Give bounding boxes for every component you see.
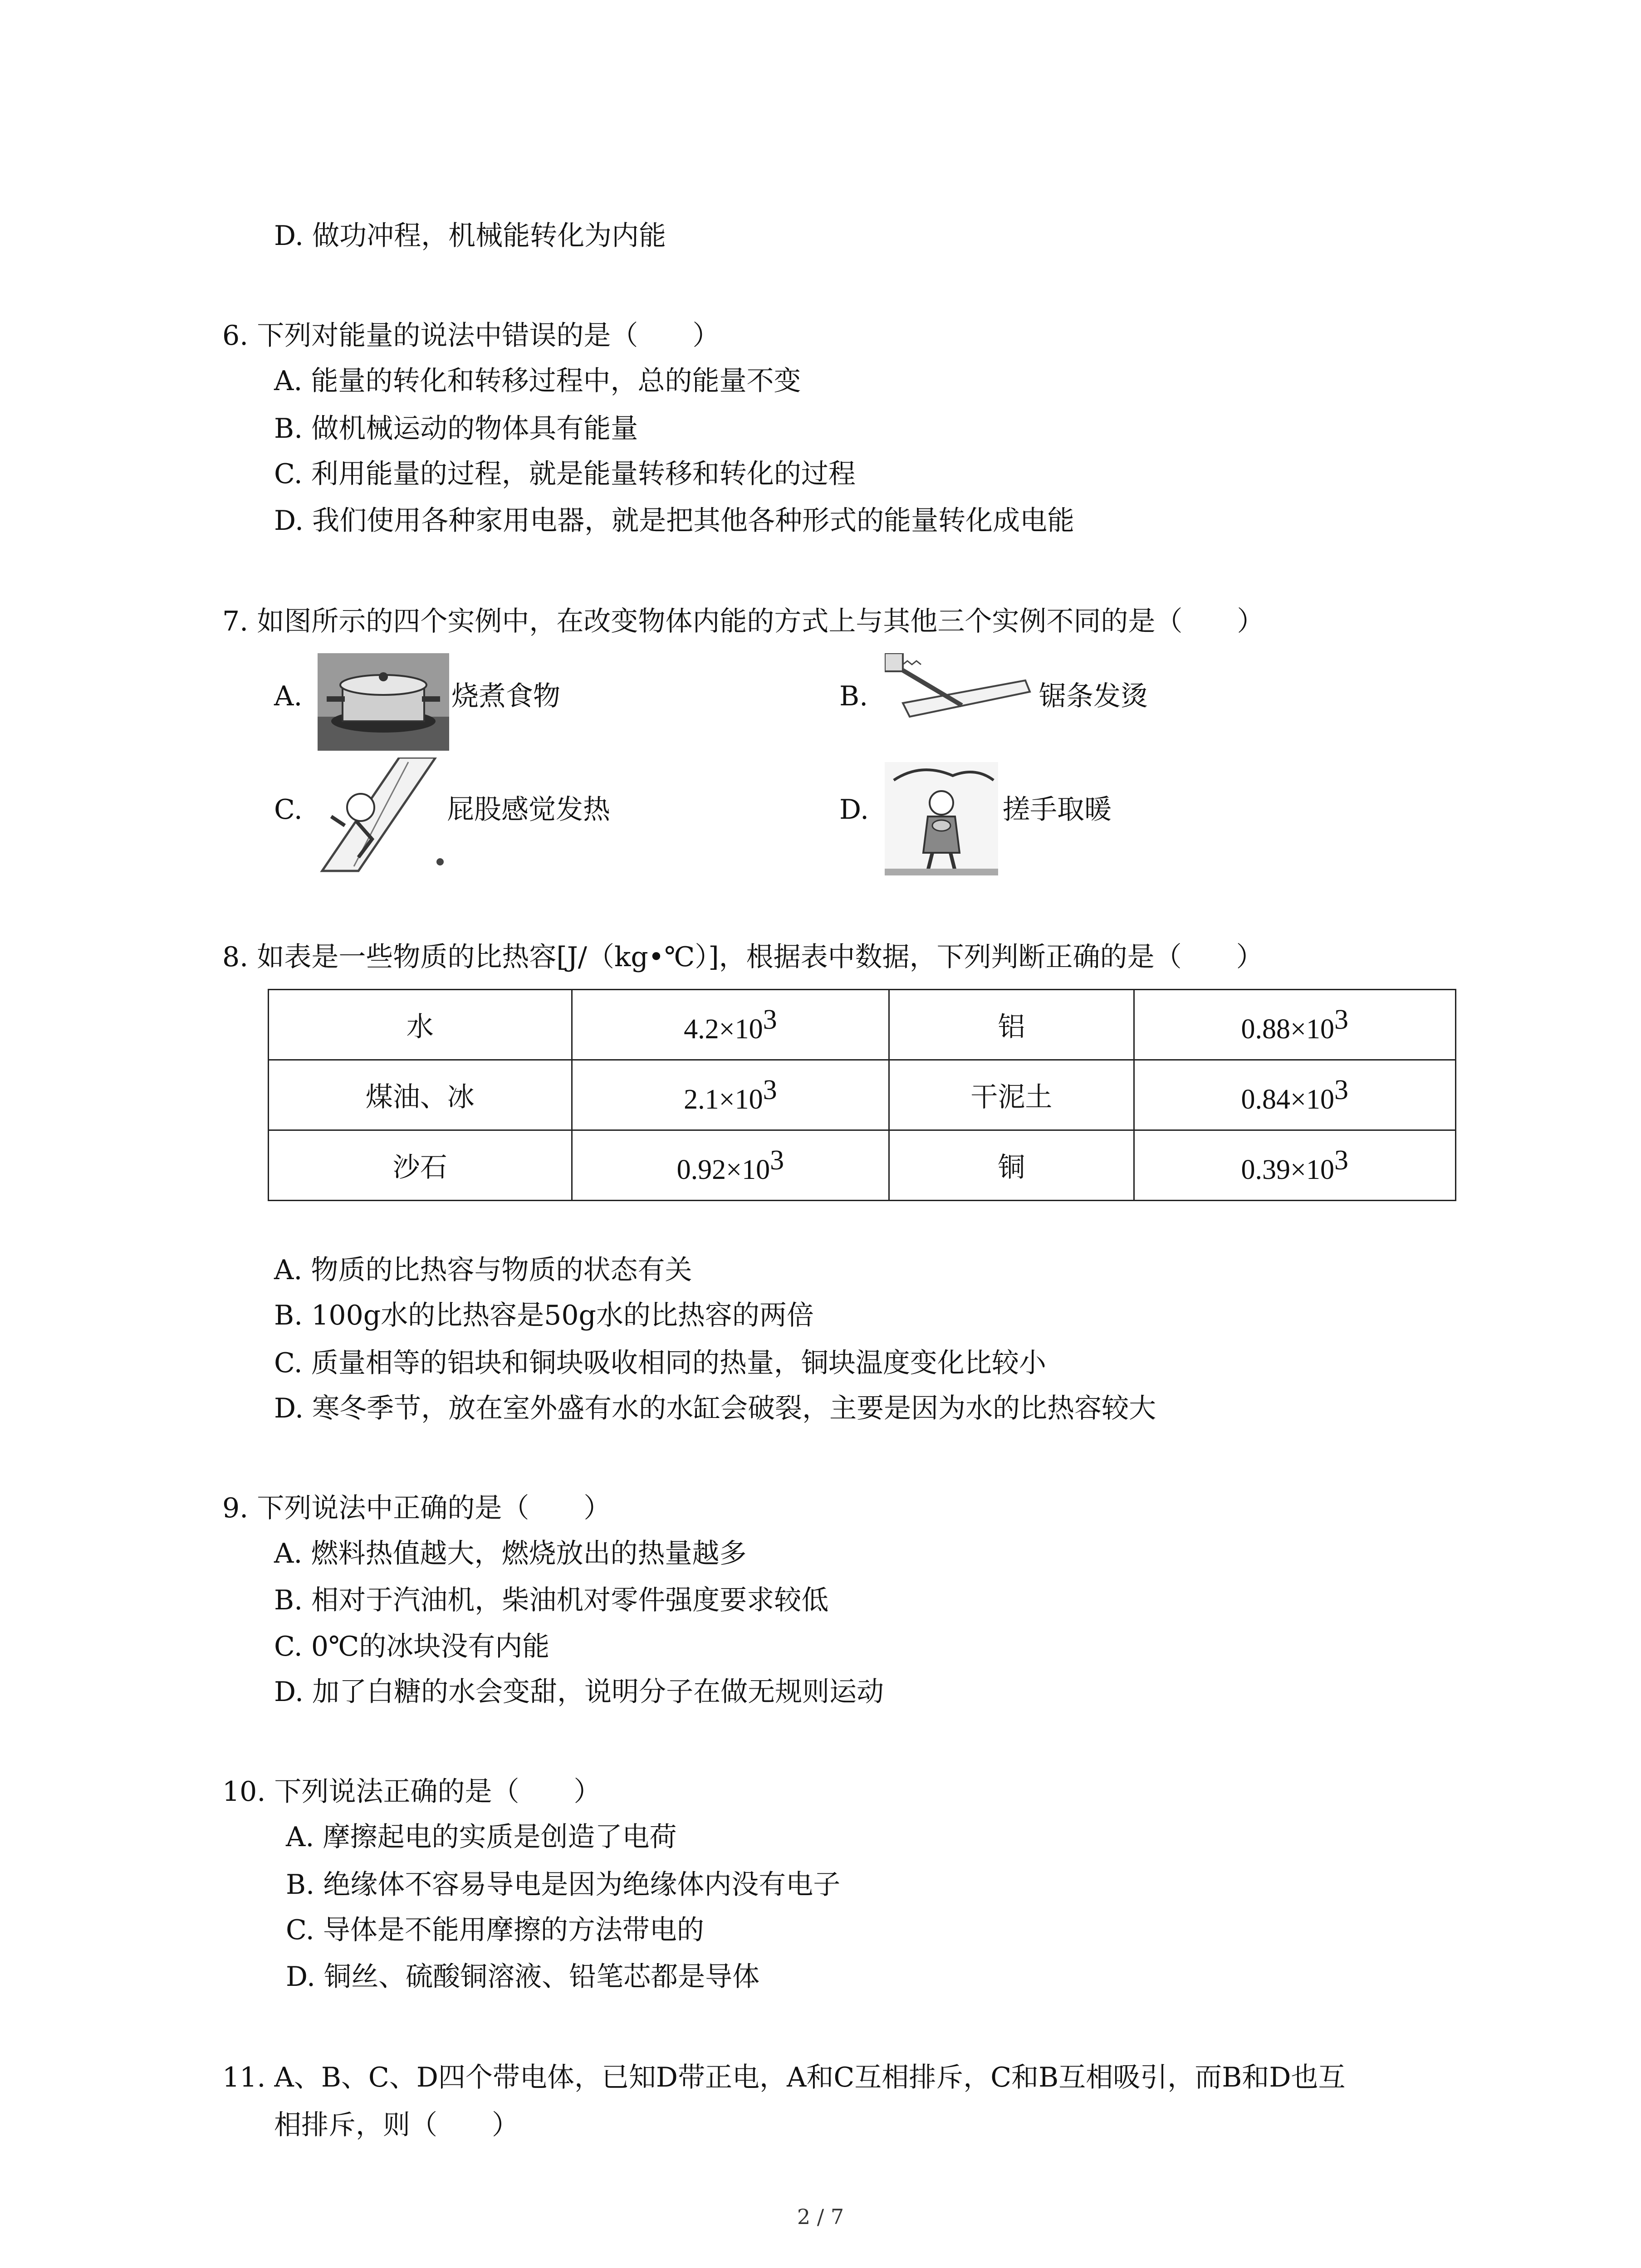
table-row [269,1130,1456,1201]
table-cell-name: 铜 [889,1130,1134,1201]
question-9-option-b: B. 相对于汽油机，柴油机对零件强度要求较低 [274,1584,829,1616]
question-11-stem-line1: 11. A、B、C、D四个带电体，已知D带正电，A和C互相排斥，C和B互相吸引，而B和D也互 [222,2062,1346,2093]
specific-heat-table [268,989,1456,1201]
question-9-option-c: C. 0℃的冰块没有内能 [274,1631,550,1662]
question-6-option-d: D. 我们使用各种家用电器，就是把其他各种形式的能量转化成电能 [274,505,1075,537]
question-8-stem: 8. 如表是一些物质的比热容[J/（kg•℃）]，根据表中数据，下列判断正确的是（ ） [222,941,1264,973]
question-10-option-d: D. 铜丝、硫酸铜溶液、铅笔芯都是导体 [286,1961,760,1993]
question-6-option-b: B. 做机械运动的物体具有能量 [274,413,638,445]
table-cell-name: 铝 [889,990,1134,1060]
question-8-option-b: B. 100g水的比热容是50g水的比热容的两倍 [274,1300,814,1331]
question-6-option-c: C. 利用能量的过程，就是能量转移和转化的过程 [274,458,856,490]
question-7-letter-d: D. [839,794,869,826]
question-7-caption-a: 烧煮食物 [451,680,560,712]
question-10-stem: 10. 下列说法正确的是（ ） [222,1776,601,1808]
question-6-option-a: A. 能量的转化和转移过程中，总的能量不变 [274,365,801,397]
table-cell-value: $2.1\times 10^3$ [572,1060,889,1130]
question-10-option-a: A. 摩擦起电的实质是创造了电荷 [286,1821,677,1853]
slide-icon [318,758,445,875]
table-cell-name: 沙石 [269,1130,572,1201]
question-5-option-d: D. 做功冲程，机械能转化为内能 [274,220,666,252]
rubbing-hands-icon [885,762,998,875]
question-9-option-d: D. 加了白糖的水会变甜，说明分子在做无规则运动 [274,1676,884,1708]
question-6-stem: 6. 下列对能量的说法中错误的是（ ） [222,320,720,352]
page-number: 2 / 7 [797,2204,844,2229]
question-10-option-b: B. 绝缘体不容易导电是因为绝缘体内没有电子 [286,1869,841,1901]
table-cell-value: $0.84\times 10^3$ [1134,1060,1455,1130]
table-cell-name: 煤油、冰 [269,1060,572,1130]
table-cell-name: 水 [269,990,572,1060]
question-7-caption-d: 搓手取暖 [1003,794,1112,826]
question-8-option-c: C. 质量相等的铝块和铜块吸收相同的热量，铜块温度变化比较小 [274,1347,1046,1379]
question-7-letter-c: C. [274,794,303,826]
question-8-option-a: A. 物质的比热容与物质的状态有关 [274,1254,692,1286]
table-cell-value: $0.88\times 10^3$ [1134,990,1455,1060]
question-8-option-d: D. 寒冬季节，放在室外盛有水的水缸会破裂，主要是因为水的比热容较大 [274,1393,1156,1424]
question-10-option-c: C. 导体是不能用摩擦的方法带电的 [286,1914,704,1946]
saw-icon [885,653,1034,730]
question-11-stem-line2: 相排斥，则（ ） [274,2109,519,2141]
cooking-pot-icon [318,653,449,751]
question-7-letter-a: A. [274,680,303,712]
table-cell-value: $0.92\times 10^3$ [572,1130,889,1201]
question-7-letter-b: B. [839,680,868,712]
question-7-caption-c: 屁股感觉发热 [447,794,610,826]
table-row [269,1060,1456,1130]
question-9-stem: 9. 下列说法中正确的是（ ） [222,1492,611,1524]
question-7-stem: 7. 如图所示的四个实例中，在改变物体内能的方式上与其他三个实例不同的是（ ） [222,606,1264,637]
question-7-caption-b: 锯条发烫 [1039,680,1148,712]
table-row [269,990,1456,1060]
table-cell-value: $0.39\times 10^3$ [1134,1130,1455,1201]
table-cell-name: 干泥土 [889,1060,1134,1130]
question-9-option-a: A. 燃料热值越大，燃烧放出的热量越多 [274,1538,747,1569]
table-cell-value: $4.2\times 10^3$ [572,990,889,1060]
